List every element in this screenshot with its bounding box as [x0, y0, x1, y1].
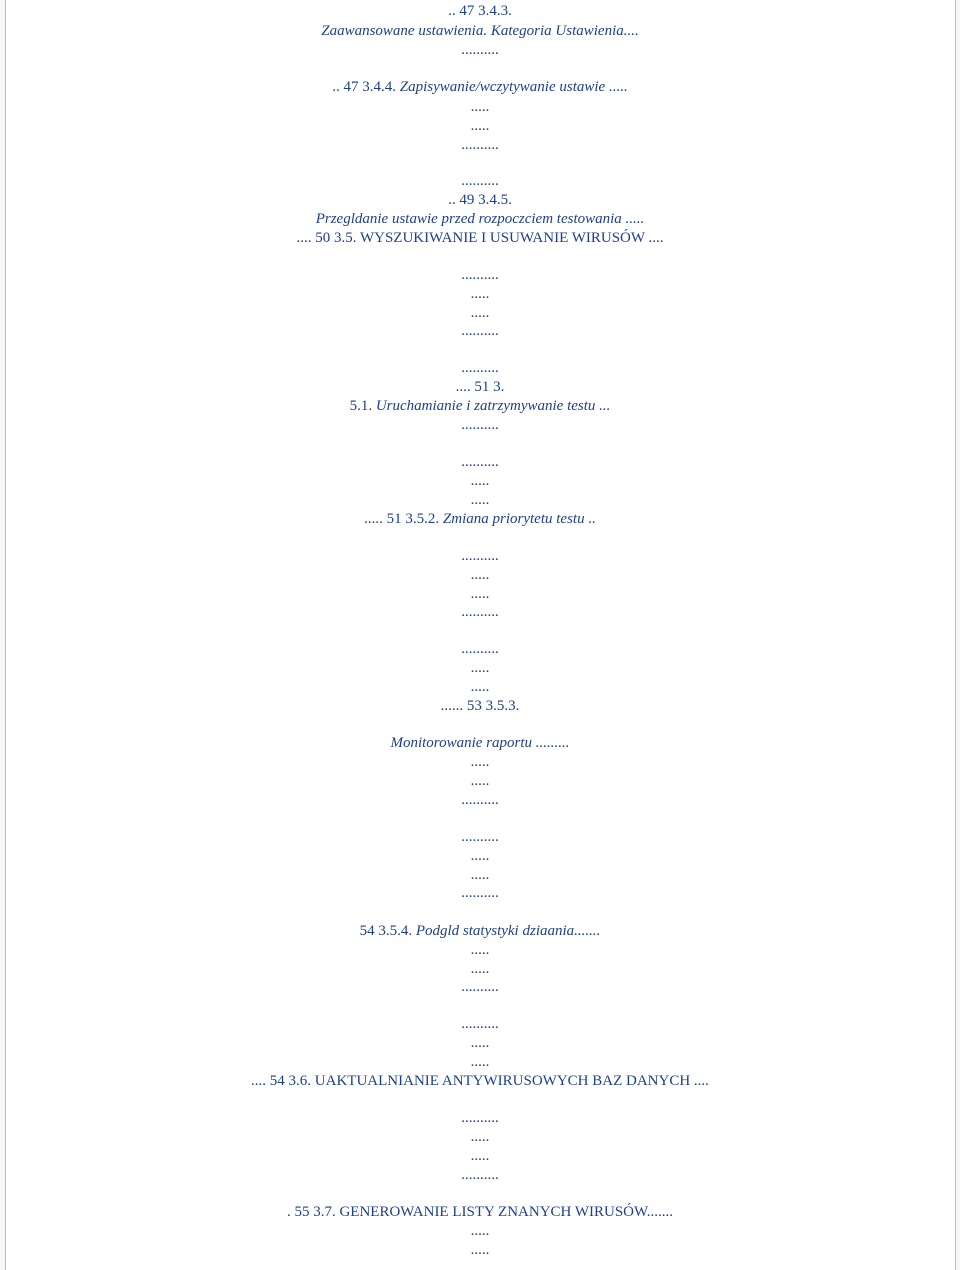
toc-number: 54 3.5.4. [359, 923, 413, 939]
toc-line: ..... [470, 961, 490, 977]
toc-line: .......... [461, 641, 499, 657]
toc-line: ..... [470, 492, 490, 508]
toc-line: .......... [461, 979, 499, 995]
toc-line: .......... [461, 829, 499, 845]
toc-line: ..... [470, 754, 490, 770]
toc-line: .......... [461, 267, 499, 283]
toc-line: ..... [470, 942, 490, 958]
toc-line: .......... [461, 604, 499, 620]
toc-line: ..... [470, 286, 490, 302]
toc-line: ..... [470, 660, 490, 676]
toc-line: .... 50 3.5. WYSZUKIWANIE I USUWANIE WIRUSÓW .... [296, 230, 664, 246]
toc-line: ..... [470, 1129, 490, 1145]
toc-line: .... 51 3. [455, 379, 505, 395]
toc-line: .......... [461, 548, 499, 564]
toc-line: .... 54 3.6. UAKTUALNIANIE ANTYWIRUSOWYCH BAZ DANYCH .... [251, 1073, 709, 1089]
toc-line: .......... [461, 360, 499, 376]
toc-line: ..... [470, 1035, 490, 1051]
toc-number: ..... 51 3.5.2. [364, 511, 440, 527]
toc-line: ..... [470, 118, 490, 134]
toc-line: . 55 3.7. GENEROWANIE LISTY ZNANYCH WIRUSÓW....... [286, 1204, 674, 1220]
toc-line: ..... [470, 1054, 490, 1070]
toc-title: Uruchamianie i zatrzymywanie testu ... [375, 398, 611, 414]
toc-line [0, 78, 960, 96]
toc-line: .......... [461, 1016, 499, 1032]
toc-line: .. 49 3.4.5. [448, 192, 512, 208]
toc-title: Zmiana priorytetu testu .. [442, 511, 596, 527]
toc-line: Monitorowanie raportu ......... [390, 735, 570, 751]
toc-line: .......... [461, 173, 499, 189]
toc-line: Przegldanie ustawie przed rozpoczciem testowania ..... [315, 211, 645, 227]
toc-line: ..... [470, 305, 490, 321]
toc-line: .......... [461, 417, 499, 433]
toc-line: ..... [470, 1242, 490, 1258]
toc-line: ..... [470, 586, 490, 602]
toc-line: .. 47 3.4.3. [448, 3, 512, 19]
toc-line: Zaawansowane ustawienia. Kategoria Ustawienia.... [321, 23, 639, 39]
toc-line: .......... [461, 792, 499, 808]
toc-line: ..... [470, 567, 490, 583]
toc-line [0, 922, 960, 940]
toc-line: ..... [470, 1148, 490, 1164]
toc-line: .......... [461, 454, 499, 470]
toc-number: 5.1. [349, 398, 373, 414]
toc-line: ..... [470, 679, 490, 695]
toc-line: ..... [470, 99, 490, 115]
toc-line: .......... [461, 1110, 499, 1126]
toc-line: ..... [470, 773, 490, 789]
toc-line: ..... [470, 473, 490, 489]
toc-line: ..... [470, 867, 490, 883]
toc-title: Podgld statystyki dziaania....... [415, 923, 601, 939]
toc-line [0, 397, 960, 415]
toc-line: .......... [461, 42, 499, 58]
toc-line: ...... 53 3.5.3. [440, 698, 520, 714]
toc-number: .. 47 3.4.4. [332, 79, 397, 95]
toc-title: Zapisywanie/wczytywanie ustawie ..... [399, 79, 628, 95]
toc-line: .......... [461, 323, 499, 339]
toc-line: ..... [470, 848, 490, 864]
toc-line: ..... [470, 1223, 490, 1239]
toc-line: .......... [461, 137, 499, 153]
toc-line: .......... [461, 1167, 499, 1183]
toc-line [0, 510, 960, 528]
toc-line: .......... [461, 885, 499, 901]
